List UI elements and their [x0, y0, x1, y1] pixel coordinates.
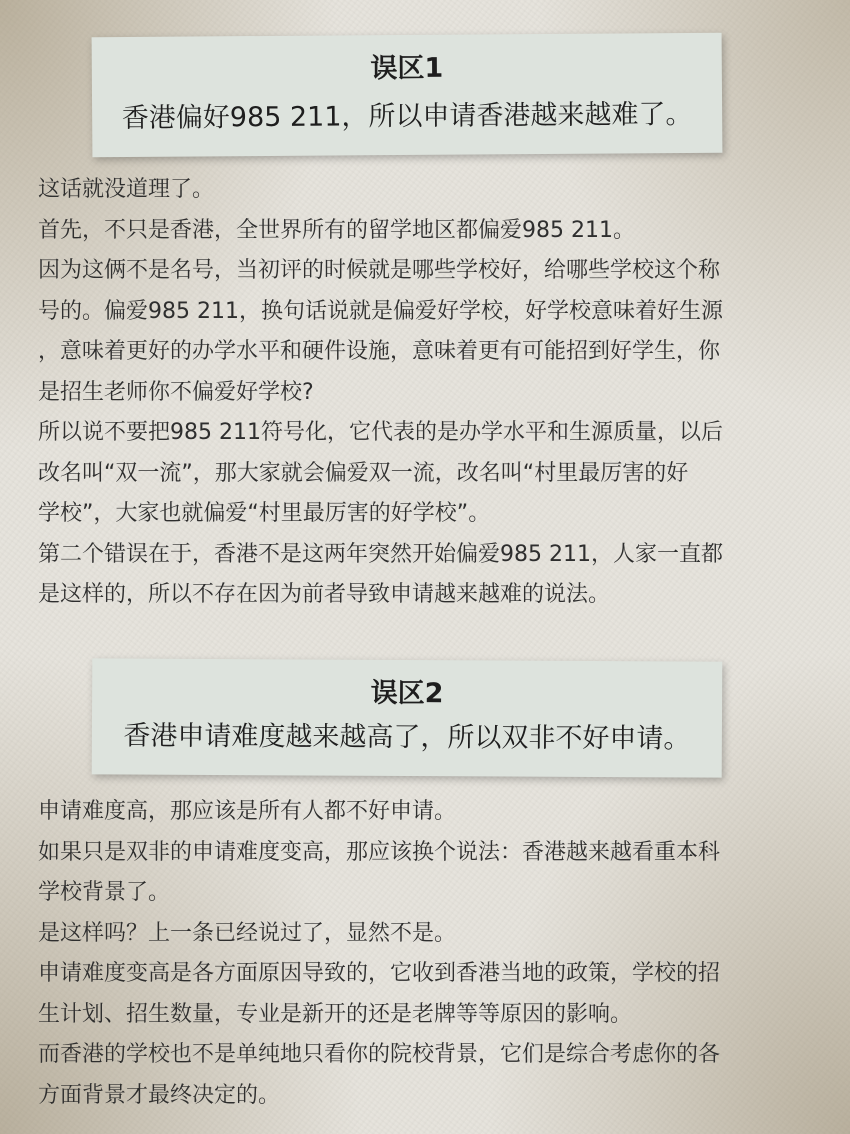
paragraph-line: 因为这俩不是名号，当初评的时候就是哪些学校好，给哪些学校这个称: [38, 258, 721, 283]
paragraph-line: 学校背景了。: [38, 880, 171, 905]
paragraph-line: 改名叫“双一流”，那大家就会偏爱双一流，改名叫“村里最厉害的好: [38, 460, 689, 486]
paragraph-line: 是这样吗？上一条已经说过了，显然不是。: [38, 920, 457, 946]
paragraph-line: 申请难度高，那应该是所有人都不好申请。: [38, 799, 457, 824]
myth-1-explanation: [38, 170, 818, 616]
paragraph-line: 申请难度变高是各方面原因导致的，它收到香港当地的政策，学校的招: [38, 961, 721, 986]
paragraph-line: 首先，不只是香港，全世界所有的留学地区都偏爱985 211。: [38, 217, 635, 243]
paragraph-line: 第二个错误在于，香港不是这两年突然开始偏爱985 211，人家一直都: [38, 541, 723, 567]
myth-2-label: 误区2: [370, 677, 444, 710]
paragraph-line: 方面背景才最终决定的。: [38, 1082, 281, 1108]
paragraph-line: 号的。偏爱985 211，换句话说就是偏爱好学校，好学校意味着好生源: [38, 298, 723, 324]
paragraph-line: 学校”，大家也就偏爱“村里最厉害的好学校”。: [38, 501, 491, 526]
paragraph-line: 而香港的学校也不是单纯地只看你的院校背景，它们是综合考虑你的各: [38, 1042, 721, 1067]
myth-2-explanation: [38, 792, 818, 1116]
paragraph-line: 是招生老师你不偏爱好学校?: [38, 379, 314, 405]
paragraph-line: 是这样的，所以不存在因为前者导致申请越来越难的说法。: [38, 582, 611, 607]
paragraph-line: 如果只是双非的申请难度变高，那应该换个说法：香港越来越看重本科: [38, 839, 721, 865]
myth-1-label: 误区1: [370, 52, 444, 85]
myth-2-headline: 香港申请难度越来越高了，所以双非不好申请。: [123, 720, 691, 755]
paragraph-line: 所以说不要把985 211符号化，它代表的是办学水平和生源质量，以后: [38, 420, 723, 445]
myth-2-banner: [92, 658, 723, 777]
myth-1-headline: 香港偏好985 211，所以申请香港越来越难了。: [121, 99, 693, 134]
myth-1-banner: [92, 33, 723, 157]
paragraph-line: ，意味着更好的办学水平和硬件设施，意味着更有可能招到好学生，你: [38, 339, 721, 364]
paragraph-line: 生计划、招生数量，专业是新开的还是老牌等等原因的影响。: [38, 1001, 633, 1027]
paragraph-line: 这话就没道理了。: [38, 177, 215, 202]
